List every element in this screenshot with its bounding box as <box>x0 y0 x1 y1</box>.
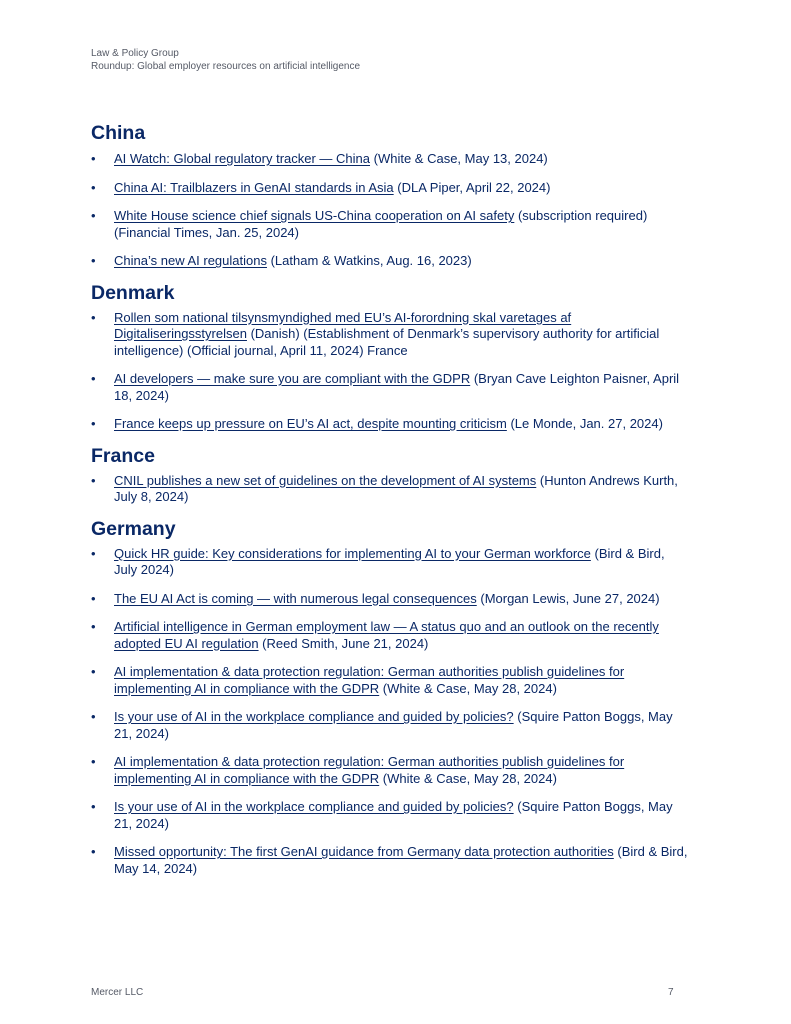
bullet-icon: • <box>91 253 96 268</box>
resource-link[interactable]: China AI: Trailblazers in GenAI standards in Asia <box>114 179 394 195</box>
list-item <box>91 208 691 241</box>
list-item <box>91 709 691 742</box>
resource-link[interactable]: AI implementation & data protection regulation: German authorities publish guidelines for implementing AI in compliance with the GDPR <box>114 664 625 696</box>
resource-link[interactable]: CNIL publishes a new set of guidelines on the development of AI systems <box>114 472 537 488</box>
resource-source: (Hunton Andrews Kurth, July 8, 2024) <box>114 472 678 504</box>
bullet-icon: • <box>91 151 96 166</box>
resource-link[interactable]: Quick HR guide: Key considerations for implementing AI to your German workforce <box>114 545 591 561</box>
list-item <box>91 591 691 608</box>
section-china <box>91 120 691 270</box>
resource-link[interactable]: France keeps up pressure on EU’s AI act, despite mounting criticism <box>114 416 507 431</box>
resource-link[interactable]: China’s new AI regulations <box>114 253 267 268</box>
resource-link[interactable]: Rollen som national tilsynsmyndighed med EU’s AI-forordning skal varetages af Digitaliseringsstyrelsen <box>114 309 572 341</box>
resource-source: (Reed Smith, June 21, 2024) <box>258 635 429 651</box>
section-heading-france: France <box>91 444 155 467</box>
section-heading-denmark: Denmark <box>91 281 175 304</box>
bullet-icon: • <box>91 619 96 634</box>
list-item <box>91 371 691 404</box>
section-germany <box>91 516 691 878</box>
resource-source: (Danish) (Establishment of Denmark’s supervisory authority for artificial intelligence) (Official journal, April 11, 2024) France <box>114 326 660 358</box>
page-header <box>91 47 360 73</box>
bullet-icon: • <box>91 179 96 195</box>
resource-source: (Morgan Lewis, June 27, 2024) <box>476 590 660 606</box>
bullet-icon: • <box>91 309 96 325</box>
resource-source: (Latham & Watkins, Aug. 16, 2023) <box>266 253 472 268</box>
list-item <box>91 416 691 433</box>
resource-list-denmark <box>91 310 691 433</box>
header-group-name: Law & Policy Group <box>91 48 179 59</box>
list-item <box>91 546 691 579</box>
bullet-icon: • <box>91 664 96 679</box>
resource-source: (White & Case, May 28, 2024) <box>379 680 557 696</box>
document-body <box>91 120 691 889</box>
resource-source: (Bryan Cave Leighton Paisner, April 18, 2024) <box>114 371 680 403</box>
resource-link[interactable]: AI implementation & data protection regulation: German authorities publish guidelines for implementing AI in compliance with the GDPR <box>114 754 625 786</box>
bullet-icon: • <box>91 709 96 724</box>
resource-source: (Bird & Bird, May 14, 2024) <box>114 844 688 876</box>
list-item <box>91 754 691 787</box>
list-item <box>91 253 691 270</box>
bullet-icon: • <box>91 472 96 488</box>
resource-link[interactable]: Artificial intelligence in German employment law — A status quo and an outlook on the recently adopted EU AI regulation <box>114 619 659 651</box>
list-item <box>91 619 691 652</box>
resource-source: (Le Monde, Jan. 27, 2024) <box>506 416 663 431</box>
section-heading-china: China <box>91 122 146 144</box>
bullet-icon: • <box>91 371 96 386</box>
resource-list-france <box>91 473 691 506</box>
section-heading-germany: Germany <box>91 517 176 540</box>
resource-source: (White & Case, May 13, 2024) <box>370 151 548 166</box>
bullet-icon: • <box>91 799 96 814</box>
list-item <box>91 664 691 697</box>
resource-list-germany <box>91 546 691 878</box>
list-item <box>91 310 691 360</box>
bullet-icon: • <box>91 844 96 859</box>
resource-source: (Squire Patton Boggs, May 21, 2024) <box>114 799 673 831</box>
header-document-title: Roundup: Global employer resources on artificial intelligence <box>91 61 361 72</box>
page-number: 7 <box>668 987 674 998</box>
list-item <box>91 799 691 832</box>
section-denmark <box>91 280 691 433</box>
resource-source: (DLA Piper, April 22, 2024) <box>393 179 551 195</box>
resource-link[interactable]: Missed opportunity: The first GenAI guidance from Germany data protection authorities <box>114 844 614 859</box>
section-france <box>91 443 691 506</box>
resource-link[interactable]: Is your use of AI in the workplace compliance and guided by policies? <box>114 799 514 814</box>
resource-list-china <box>91 151 691 270</box>
bullet-icon: • <box>91 416 96 431</box>
resource-link[interactable]: White House science chief signals US-China cooperation on AI safety <box>114 208 515 223</box>
resource-source: (White & Case, May 28, 2024) <box>379 770 557 786</box>
resource-source: (subscription required) (Financial Times, Jan. 25, 2024) <box>114 208 648 240</box>
resource-link[interactable]: The EU AI Act is coming — with numerous legal consequences <box>114 590 477 606</box>
bullet-icon: • <box>91 545 96 561</box>
resource-link[interactable]: AI Watch: Global regulatory tracker — China <box>114 151 371 166</box>
list-item <box>91 844 691 877</box>
resource-link[interactable]: Is your use of AI in the workplace compliance and guided by policies? <box>114 709 514 724</box>
list-item <box>91 473 691 506</box>
resource-source: (Bird & Bird, July 2024) <box>114 545 665 577</box>
resource-link[interactable]: AI developers — make sure you are compliant with the GDPR <box>114 371 471 386</box>
resource-source: (Squire Patton Boggs, May 21, 2024) <box>114 709 673 741</box>
list-item <box>91 180 691 197</box>
bullet-icon: • <box>91 208 96 223</box>
list-item <box>91 151 691 168</box>
bullet-icon: • <box>91 590 96 606</box>
footer-company: Mercer LLC <box>91 987 144 998</box>
bullet-icon: • <box>91 754 96 769</box>
